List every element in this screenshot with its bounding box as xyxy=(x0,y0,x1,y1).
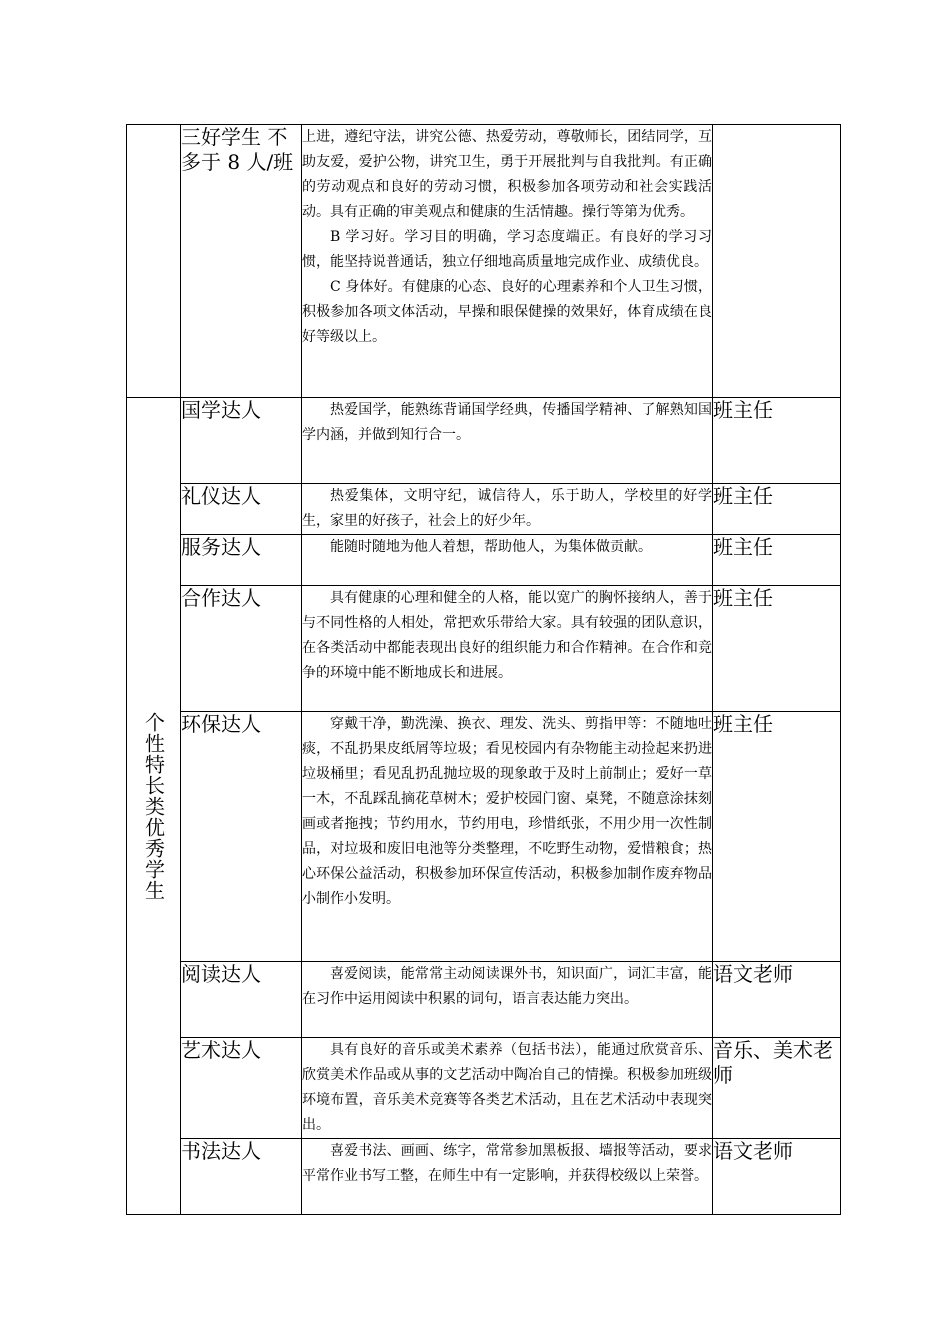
award-name: 国学达人 xyxy=(181,398,302,484)
description-paragraph: 能随时随地为他人着想，帮助他人，为集体做贡献。 xyxy=(330,539,652,555)
description-paragraph: 热爱国学，能熟练背诵国学经典，传播国学精神、了解熟知国学内涵，并做到知行合一。 xyxy=(302,402,712,443)
table-row xyxy=(127,1139,841,1215)
award-criteria-table xyxy=(126,124,841,1215)
award-name: 服务达人 xyxy=(181,535,302,586)
award-name: 合作达人 xyxy=(181,586,302,712)
table-row xyxy=(127,712,841,962)
award-description xyxy=(302,484,713,535)
table-row xyxy=(127,398,841,484)
award-name: 三好学生 不多于 8 人/班 xyxy=(181,125,302,398)
award-name: 书法达人 xyxy=(181,1139,302,1215)
evaluator: 班主任 xyxy=(713,586,841,712)
description-paragraph: 具有健康的心理和健全的人格，能以宽广的胸怀接纳人，善于与不同性格的人相处，常把欢乐带给大家。具有较强的团队意识，在各类活动中都能表现出良好的组织能力和合作精神。在合作和竞争的环境中能不断地成长和进展。 xyxy=(302,590,712,681)
award-description xyxy=(302,962,713,1038)
award-name: 艺术达人 xyxy=(181,1038,302,1139)
award-description xyxy=(302,535,713,586)
evaluator: 语文老师 xyxy=(713,1139,841,1215)
description-paragraph: 具有良好的音乐或美术素养（包括书法），能通过欣赏音乐、欣赏美术作品或从事的文艺活动中陶冶自己的情操。积极参加班级环境布置，音乐美术竞赛等各类艺术活动，且在艺术活动中表现突出。 xyxy=(302,1042,712,1133)
award-description xyxy=(302,586,713,712)
table-row xyxy=(127,484,841,535)
award-name: 礼仪达人 xyxy=(181,484,302,535)
table-row xyxy=(127,962,841,1038)
award-description xyxy=(302,1038,713,1139)
evaluator xyxy=(713,125,841,398)
description-paragraph: B 学习好。学习目的明确，学习态度端正。有良好的学习习惯，能坚持说普通话，独立仔细地高质量地完成作业、成绩优良。 xyxy=(302,229,712,270)
award-description xyxy=(302,398,713,484)
evaluator: 班主任 xyxy=(713,398,841,484)
description-paragraph: 上进，遵纪守法，讲究公德、热爱劳动，尊敬师长，团结同学，互助友爱，爱护公物，讲究卫生，勇于开展批判与自我批判。有正确的劳动观点和良好的劳动习惯，积极参加各项劳动和社会实践活动。具有正确的审美观点和健康的生活情趣。操行等第为优秀。 xyxy=(302,129,712,220)
description-paragraph: 穿戴干净，勤洗澡、换衣、理发、洗头、剪指甲等：不随地吐痰，不乱扔果皮纸屑等垃圾；看见校园内有杂物能主动捡起来扔进垃圾桶里；看见乱扔乱抛垃圾的现象敢于及时上前制止；爱好一草一木，不乱踩乱摘花草树木；爱护校园门窗、桌凳，不随意涂抹刻画或者拖拽；节约用水，节约用电，珍惜纸张，不用少用一次性制品，对垃圾和废旧电池等分类整理，不吃野生动物，爱惜粮食；热心环保公益活动，积极参加环保宣传活动，积极参加制作废弃物品小制作小发明。 xyxy=(302,716,712,907)
table-row xyxy=(127,125,841,398)
description-paragraph: 喜爱阅读，能常常主动阅读课外书，知识面广，词汇丰富，能在习作中运用阅读中积累的词句，语言表达能力突出。 xyxy=(302,966,712,1007)
table-row xyxy=(127,535,841,586)
description-paragraph: 热爱集体，文明守纪，诚信待人，乐于助人，学校里的好学生，家里的好孩子，社会上的好少年。 xyxy=(302,488,712,529)
evaluator: 音乐、美术老师 xyxy=(713,1038,841,1139)
evaluator: 班主任 xyxy=(713,535,841,586)
award-name: 环保达人 xyxy=(181,712,302,962)
evaluator: 班主任 xyxy=(713,484,841,535)
award-description xyxy=(302,1139,713,1215)
description-paragraph: C 身体好。有健康的心态、良好的心理素养和个人卫生习惯，积极参加各项文体活动，早操和眼保健操的效果好，体育成绩在良好等级以上。 xyxy=(302,279,712,345)
award-description xyxy=(302,125,713,398)
category-label: 个性特长类优秀学生 xyxy=(141,711,166,901)
evaluator: 班主任 xyxy=(713,712,841,962)
category-cell xyxy=(127,398,181,1215)
table-row xyxy=(127,586,841,712)
category-cell-empty xyxy=(127,125,181,398)
description-paragraph: 喜爱书法、画画、练字，常常参加黑板报、墙报等活动，要求平常作业书写工整，在师生中有一定影响，并获得校级以上荣誉。 xyxy=(302,1143,712,1184)
award-name: 阅读达人 xyxy=(181,962,302,1038)
table-row xyxy=(127,1038,841,1139)
evaluator: 语文老师 xyxy=(713,962,841,1038)
award-description xyxy=(302,712,713,962)
